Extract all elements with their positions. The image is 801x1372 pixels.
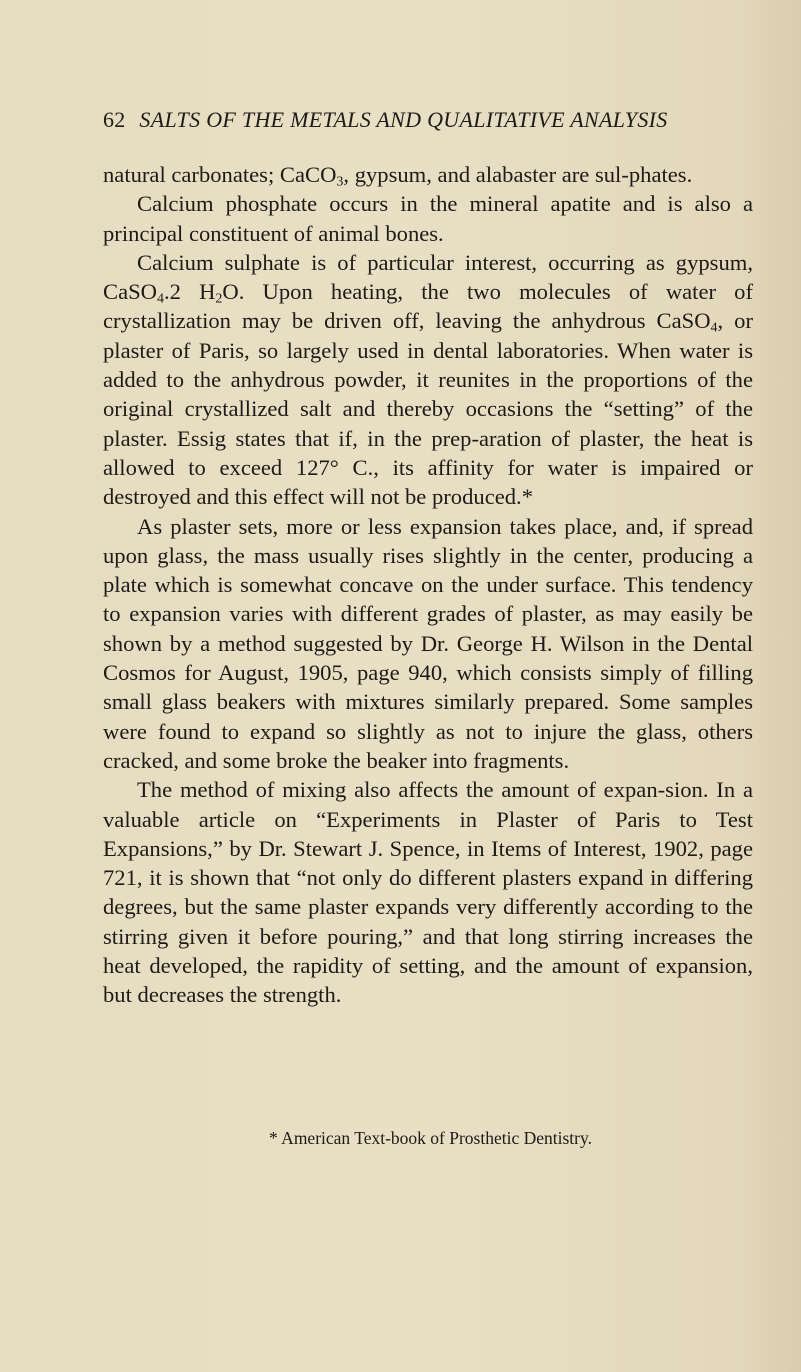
running-title: SALTS OF THE METALS AND QUALITATIVE ANALYSIS (139, 107, 668, 132)
paragraph-calcium-phosphate: Calcium phosphate occurs in the mineral apatite and is also a principal constituent of animal bones. (103, 191, 753, 246)
running-head (103, 107, 763, 133)
paragraph-calcium-sulphate (103, 248, 753, 512)
text-run: .2 H (163, 279, 216, 305)
subscript: 3 (336, 174, 344, 190)
text-run: natural carbonates; CaCO (103, 162, 337, 187)
text-run: , or plaster of Paris, so largely used in dental laboratories. When water is added to the anhydrous powder, it reunites in the proportions of the original crystallized salt and thereby occasions the “setting” of the plaster. Essig states that if, in the prep-aration of plaster, the heat is allowed to exceed 127° C., its affinity for water is impaired or destroyed and this effect will not be produced.* (103, 308, 753, 510)
text-run: Calcium sulphate is of particular interest, occurring as gypsum, CaSO (103, 249, 753, 305)
subscript: 4 (156, 291, 164, 307)
text-run: O. Upon heating, the two molecules of water of crystallization may be driven off, leaving the anhydrous CaSO (103, 279, 753, 334)
paragraph-mixing-method: The method of mixing also affects the amount of expan-sion. In a valuable article on “Experiments in Plaster of Paris to Test Expansions,” by Dr. Stewart J. Spence, in Items of Interest, 1902, page 721, it is shown that “not only do different plasters expand in differing degrees, but the same plaster expands very differently according to the stirring given it before pouring,” and that long stirring increases the heat developed, the rapidity of setting, and the amount of expansion, but decreases the strength. (103, 777, 753, 1008)
paragraph-expansion: As plaster sets, more or less expansion takes place, and, if spread upon glass, the mass usually rises slightly in the center, producing a plate which is somewhat concave on the under surface. This tendency to expansion varies with different grades of plaster, as may easily be shown by a method suggested by Dr. George H. Wilson in the Dental Cosmos for August, 1905, page 940, which consists simply of filling small glass beakers with mixtures similarly prepared. Some samples were found to expand so slightly as not to injure the glass, others cracked, and some broke the beaker into fragments. (103, 513, 753, 773)
paragraph-carbonates (103, 160, 753, 189)
text-run: , gypsum, and alabaster are sul-phates. (343, 162, 693, 187)
body-text (103, 160, 753, 1010)
page-number: 62 (103, 107, 126, 132)
subscript: 2 (215, 291, 223, 307)
footnote: * American Text-book of Prosthetic Dentistry. (269, 1128, 592, 1148)
subscript: 4 (710, 320, 718, 336)
